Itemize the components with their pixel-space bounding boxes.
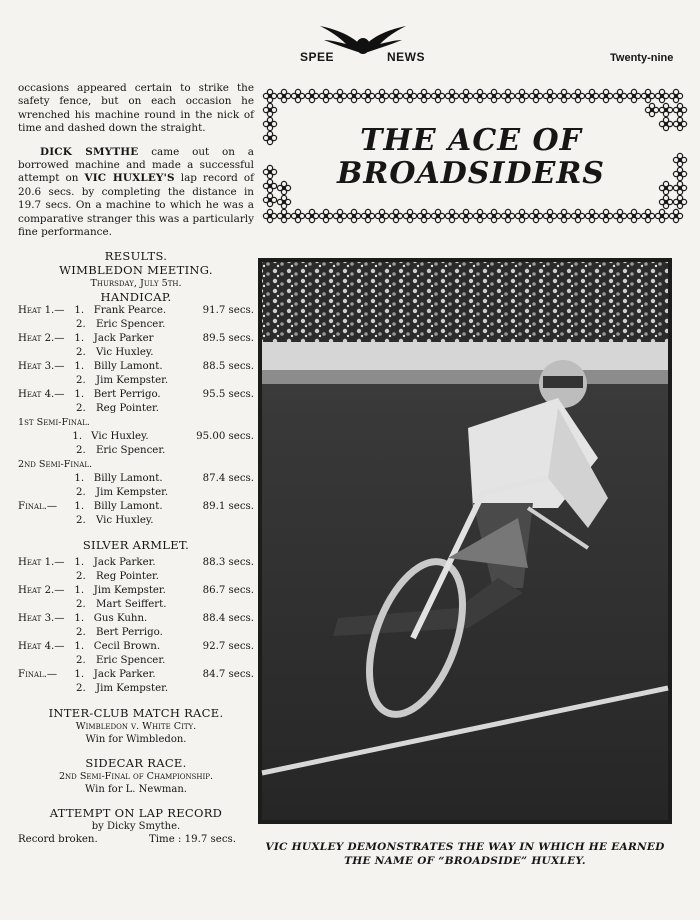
result-time: 88.5 secs.	[202, 361, 254, 373]
ornament-flower	[459, 209, 472, 222]
ornament-flower	[389, 89, 402, 102]
result-pos: 1.	[72, 431, 83, 443]
result-lbl	[18, 318, 76, 332]
ornament-flower	[375, 89, 388, 102]
ornament-flower	[673, 167, 686, 180]
ornament-flower	[263, 179, 276, 192]
ornament-flower	[599, 209, 612, 222]
interclub-title: INTER-CLUB MATCH RACE.	[48, 706, 224, 721]
result-row	[18, 430, 254, 444]
ornament-flower	[673, 181, 686, 194]
result-name: Jim Kempster.	[96, 487, 169, 499]
masthead	[300, 22, 425, 70]
result-time	[208, 444, 254, 458]
ornament-flower	[263, 209, 276, 222]
result-name: Mart Seiffert.	[96, 599, 167, 611]
speedway-rider-photo	[258, 258, 672, 824]
ornament-flower	[655, 89, 668, 102]
result-pos: 1.	[74, 501, 85, 513]
result-name: Frank Pearce.	[93, 305, 167, 317]
result-time	[208, 318, 254, 332]
ornament-flower	[571, 89, 584, 102]
sidecar-result: Win for L. Newman.	[85, 784, 187, 796]
result-name: Jack Parker.	[93, 557, 156, 569]
result-name: Eric Spencer.	[96, 445, 166, 457]
feature-title	[316, 124, 626, 190]
result-lbl	[18, 598, 76, 612]
result-pos: 1.	[74, 361, 85, 373]
result-lbl	[18, 486, 76, 500]
interclub-line: Wimbledon v. White City.	[75, 721, 197, 733]
handicap-title: HANDICAP.	[100, 290, 172, 305]
result-name: Jim Kempster.	[96, 375, 169, 387]
ornament-flower	[599, 89, 612, 102]
result-lbl: Heat 3.—	[18, 361, 65, 373]
result-row	[18, 486, 254, 500]
ornament-flower	[673, 195, 686, 208]
result-time: 91.7 secs.	[202, 305, 254, 317]
ornament-flower	[431, 209, 444, 222]
ornament-flower	[669, 209, 682, 222]
result-time	[208, 654, 254, 668]
result-row	[18, 500, 254, 514]
result-lbl: Heat 2.—	[18, 333, 65, 345]
semi1-results	[18, 430, 254, 458]
ornament-flower	[529, 89, 542, 102]
feature-title-line-2: BROADSIDERS	[337, 156, 605, 191]
results-section	[18, 249, 254, 847]
ornament-flower	[659, 103, 672, 116]
result-pos: 1.	[74, 473, 85, 485]
ornament-flower	[347, 209, 360, 222]
ornament-flower	[431, 89, 444, 102]
ornament-flower	[627, 89, 640, 102]
result-row	[18, 402, 254, 416]
results-title: RESULTS.	[104, 249, 168, 264]
lap-record-time: Time : 19.7 secs.	[148, 834, 236, 846]
result-lbl: Heat 4.—	[18, 641, 65, 653]
ornament-flower	[403, 89, 416, 102]
ornament-flower	[529, 209, 542, 222]
ornament-flower	[659, 195, 672, 208]
ornament-flower	[585, 209, 598, 222]
ornament-flower	[557, 209, 570, 222]
result-lbl	[18, 472, 74, 486]
ornament-flower	[673, 153, 686, 166]
result-row	[18, 654, 254, 668]
result-row	[18, 374, 254, 388]
result-pos: 2.	[76, 319, 86, 331]
result-time	[208, 374, 254, 388]
ornament-flower	[613, 209, 626, 222]
result-time	[208, 486, 254, 500]
ornament-flower	[543, 89, 556, 102]
ornament-flower	[445, 89, 458, 102]
result-lbl: Final.—	[18, 669, 58, 681]
ornament-flower	[417, 89, 430, 102]
para2-text-a: came out on a borrowed machine and made a successful attempt on	[18, 145, 254, 185]
result-lbl: Heat 1.—	[18, 557, 65, 569]
feature-title-box	[262, 88, 688, 226]
result-time: 88.4 secs.	[202, 613, 254, 625]
result-time	[208, 626, 254, 640]
result-pos: 2.	[76, 445, 86, 457]
result-pos: 2.	[76, 487, 86, 499]
lap-record-title: ATTEMPT ON LAP RECORD	[49, 806, 223, 821]
ornament-flower	[557, 89, 570, 102]
result-pos: 1.	[74, 333, 85, 345]
result-name: Vic Huxley.	[91, 431, 149, 443]
result-name: Jim Kempster.	[93, 585, 166, 597]
feature-title-line-1: THE ACE OF	[360, 123, 582, 158]
result-pos: 1.	[74, 305, 85, 317]
caption-line-2: THE NAME OF “BROADSIDE” HUXLEY.	[344, 855, 586, 867]
ornament-flower	[501, 89, 514, 102]
result-time: 88.3 secs.	[202, 557, 254, 569]
result-row	[18, 570, 254, 584]
ornament-flower	[263, 103, 276, 116]
result-time: 84.7 secs.	[202, 669, 254, 681]
result-row	[18, 360, 254, 374]
ornament-flower	[571, 209, 584, 222]
ornament-flower	[543, 209, 556, 222]
result-name: Vic Huxley.	[96, 347, 154, 359]
result-pos: 1.	[74, 585, 85, 597]
result-lbl: Heat 1.—	[18, 305, 65, 317]
ornament-flower	[375, 209, 388, 222]
ornament-flower	[277, 181, 290, 194]
result-time	[208, 402, 254, 416]
result-pos: 1.	[74, 389, 85, 401]
result-time	[208, 682, 254, 696]
ornament-flower	[417, 209, 430, 222]
result-pos: 1.	[74, 613, 85, 625]
ornament-flower	[673, 117, 686, 130]
result-lbl	[18, 654, 76, 668]
ornament-flower	[487, 209, 500, 222]
result-name: Billy Lamont.	[93, 501, 163, 513]
result-time: 95.00 secs.	[196, 431, 254, 443]
meeting-title: WIMBLEDON MEETING.	[59, 263, 213, 278]
ornament-flower	[473, 89, 486, 102]
result-pos: 2.	[76, 655, 86, 667]
page-number: Twenty-nine	[610, 52, 674, 64]
ornament-flower	[459, 89, 472, 102]
result-name: Gus Kuhn.	[93, 613, 148, 625]
result-row	[18, 556, 254, 570]
ornament-flower	[305, 89, 318, 102]
ornament-flower	[487, 89, 500, 102]
result-row	[18, 640, 254, 654]
ornament-flower	[445, 209, 458, 222]
interclub-result: Win for Wimbledon.	[85, 734, 187, 746]
result-row	[18, 514, 254, 528]
ornament-flower	[263, 89, 276, 102]
ornament-flower	[361, 89, 374, 102]
result-row	[18, 626, 254, 640]
result-pos: 2.	[76, 403, 86, 415]
masthead-right-text: NEWS	[387, 50, 425, 64]
lap-record-status: Record broken.	[18, 834, 98, 846]
result-row	[18, 346, 254, 360]
result-row	[18, 388, 254, 402]
ornament-flower	[263, 165, 276, 178]
result-row	[18, 332, 254, 346]
result-row	[18, 682, 254, 696]
result-name: Jack Parker.	[93, 669, 156, 681]
ornament-flower	[627, 209, 640, 222]
result-name: Jack Parker	[93, 333, 154, 345]
result-pos: 1.	[74, 557, 85, 569]
result-pos: 1.	[74, 641, 85, 653]
result-lbl	[18, 514, 76, 528]
result-row	[18, 318, 254, 332]
ornament-flower	[673, 103, 686, 116]
ornament-flower	[655, 209, 668, 222]
result-time	[208, 570, 254, 584]
ornament-flower	[263, 131, 276, 144]
masthead-left-text: SPEE	[300, 50, 335, 64]
ornament-flower	[277, 209, 290, 222]
vic-huxley-name: VIC HUXLEY'S	[84, 172, 175, 185]
ornament-flower	[669, 89, 682, 102]
ornament-flower	[333, 89, 346, 102]
caption-line-1: VIC HUXLEY DEMONSTRATES THE WAY IN WHICH HE EARNED	[265, 841, 665, 853]
article-paragraph-1: occasions appeared certain to strike the safety fence, but on each occasion he wrenched his machine round in the nick of time and dashed down the straight.	[18, 82, 254, 135]
ornament-flower	[641, 89, 654, 102]
photo-caption	[240, 840, 690, 868]
result-time: 86.7 secs.	[202, 585, 254, 597]
result-pos: 2.	[76, 627, 86, 639]
result-name: Bert Perrigo.	[96, 627, 163, 639]
result-name: Reg Pointer.	[96, 403, 159, 415]
ornament-flower	[403, 209, 416, 222]
armlet-results	[18, 556, 254, 696]
result-lbl	[18, 374, 76, 388]
ornament-flower	[333, 209, 346, 222]
semi2-results	[18, 472, 254, 500]
ornament-flower	[613, 89, 626, 102]
result-pos: 2.	[76, 571, 86, 583]
result-time: 89.1 secs.	[202, 501, 254, 513]
result-pos: 2.	[76, 515, 86, 527]
final-results	[18, 500, 254, 528]
sidecar-line: 2nd Semi-Final of Championship.	[58, 771, 214, 783]
result-row	[18, 472, 254, 486]
result-lbl: Heat 2.—	[18, 585, 65, 597]
lap-record-by: by Dicky Smythe.	[91, 821, 181, 833]
ornament-flower	[585, 89, 598, 102]
result-name: Billy Lamont.	[93, 361, 163, 373]
result-lbl	[18, 682, 76, 696]
result-time: 92.7 secs.	[202, 641, 254, 653]
ornament-flower	[277, 89, 290, 102]
result-pos: 2.	[76, 599, 86, 611]
result-time: 89.5 secs.	[202, 333, 254, 345]
sidecar-title: SIDECAR RACE.	[85, 756, 187, 771]
ornament-flower	[501, 209, 514, 222]
result-name: Eric Spencer.	[96, 319, 166, 331]
article-paragraph-2	[18, 146, 254, 240]
result-row	[18, 444, 254, 458]
ornament-flower	[659, 117, 672, 130]
result-time	[208, 598, 254, 612]
result-name: Bert Perrigo.	[93, 389, 161, 401]
ornament-flower	[515, 89, 528, 102]
result-lbl	[18, 402, 76, 416]
result-time	[208, 514, 254, 528]
result-name: Billy Lamont.	[93, 473, 163, 485]
result-pos: 2.	[76, 683, 86, 695]
ornament-flower	[361, 209, 374, 222]
ornament-flower	[645, 103, 658, 116]
ornament-flower	[291, 89, 304, 102]
result-lbl: Heat 3.—	[18, 613, 65, 625]
result-time	[208, 346, 254, 360]
result-pos: 1.	[74, 669, 85, 681]
ornament-flower	[347, 89, 360, 102]
result-name: Jim Kempster.	[96, 683, 169, 695]
result-lbl	[18, 444, 76, 458]
armlet-title: SILVER ARMLET.	[82, 538, 190, 553]
ornament-flower	[473, 209, 486, 222]
result-row	[18, 668, 254, 682]
left-column	[18, 82, 254, 847]
ornament-flower	[659, 181, 672, 194]
meeting-date: Thursday, July 5th.	[90, 278, 182, 290]
ornament-flower	[389, 209, 402, 222]
result-row	[18, 598, 254, 612]
ornament-flower	[263, 193, 276, 206]
result-time: 87.4 secs.	[202, 473, 254, 485]
ornament-flower	[291, 209, 304, 222]
result-name: Reg Pointer.	[96, 571, 159, 583]
result-name: Eric Spencer.	[96, 655, 166, 667]
result-lbl: Final.—	[18, 501, 58, 513]
result-name: Cecil Brown.	[93, 641, 161, 653]
ornament-flower	[319, 89, 332, 102]
result-lbl	[18, 626, 76, 640]
result-lbl	[18, 346, 76, 360]
ornament-flower	[515, 209, 528, 222]
result-pos: 2.	[76, 347, 86, 359]
dick-smythe-name: DICK SMYTHE	[40, 145, 139, 158]
ornament-flower	[319, 209, 332, 222]
ornament-flower	[277, 195, 290, 208]
result-name: Vic Huxley.	[96, 515, 154, 527]
result-lbl	[18, 570, 76, 584]
result-row	[18, 584, 254, 598]
para2-text-b: lap record of 20.6 secs. by completing the distance in 19.7 secs. On a machine to which he was a comparative stranger this was a particularly fine performance.	[18, 172, 254, 239]
semi2-title: 2nd Semi-Final.	[18, 459, 93, 471]
result-row	[18, 612, 254, 626]
lap-record-row	[18, 833, 254, 847]
handicap-results	[18, 304, 254, 416]
result-pos: 2.	[76, 375, 86, 387]
ornament-flower	[263, 117, 276, 130]
result-row	[18, 304, 254, 318]
result-lbl: Heat 4.—	[18, 389, 65, 401]
result-time: 95.5 secs.	[202, 389, 254, 401]
ornament-flower	[641, 209, 654, 222]
ornament-flower	[305, 209, 318, 222]
result-lbl	[18, 430, 72, 444]
semi1-title: 1st Semi-Final.	[18, 417, 90, 429]
